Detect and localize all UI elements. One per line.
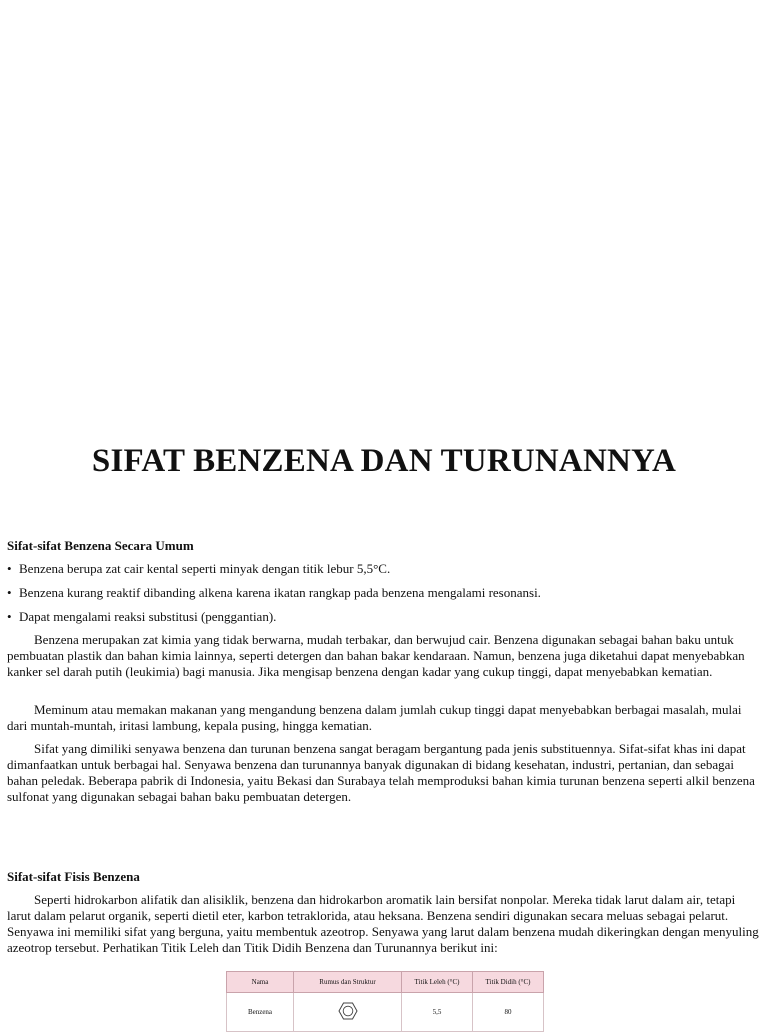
section-heading-physical: Sifat-sifat Fisis Benzena [7,869,140,884]
paragraph: Meminum atau memakan makanan yang mengandung benzena dalam jumlah cukup tinggi dapat menyebabkan berbagai masalah, mulai dari muntah-muntah, iritasi lambung, kepala pusing, hingga kematian. [7,702,742,733]
column-header: Titik Didih (°C) [473,972,544,993]
page-title: SIFAT BENZENA DAN TURUNANNYA [91,443,677,479]
properties-table [226,971,544,1032]
bullet-item [7,585,541,601]
bullet-text: Benzena berupa zat cair kental seperti minyak dengan titik lebur 5,5°C. [19,561,391,576]
column-header: Titik Leleh (°C) [402,972,473,993]
bullet-dot: • [7,585,12,600]
column-header: Rumus dan Struktur [294,972,402,993]
paragraph: Seperti hidrokarbon alifatik dan alisiklik, benzena dan hidrokarbon aromatik lain bersifat nonpolar. Mereka tidak larut dalam air, tetapi larut dalam pelarut organik, seperti dietil eter, karbon tetraklorida, atau heksana. Benzena sendiri digunakan secara meluas sebagai pelarut. Senyawa ini memiliki sifat yang berguna, yaitu membentuk azeotrop. Senyawa yang larut dalam benzena mudah dikeringkan dengan menyuling azeotrop tersebut. Perhatikan Titik Leleh dan Titik Didih Benzena dan Turunannya berikut ini: [7,892,759,955]
paragraph: Benzena merupakan zat kimia yang tidak berwarna, mudah terbakar, dan berwujud cair. Benzena digunakan sebagai bahan baku untuk pembuatan plastik dan bahan kimia lainnya, seperti detergen dan bahan bakar kendaraan. Namun, benzena juga diketahui dapat menyebabkan kanker sel darah putih (leukimia) bagi manusia. Jika mengisap benzena dengan kadar yang cukup tinggi, dapat menyebabkan kematian. [7,632,745,679]
cell-name: Benzena [227,993,294,1032]
bullet-dot: • [7,609,12,624]
cell-melting-point: 5,5 [402,993,473,1032]
cell-structure [294,993,402,1032]
cell-boiling-point: 80 [473,993,544,1032]
bullet-text: Dapat mengalami reaksi substitusi (penggantian). [19,609,277,624]
column-header: Nama [227,972,294,993]
bullet-item [7,561,390,577]
paragraph: Sifat yang dimiliki senyawa benzena dan turunan benzena sangat beragam bergantung pada jenis substituennya. Sifat-sifat khas ini dapat dimanfaatkan untuk berbagai hal. Senyawa benzena dan turunannya banyak digunakan di bidang kesehatan, industri, pertanian, dan sebagai bahan peledak. Beberapa pabrik di Indonesia, yaitu Bekasi dan Surabaya telah memproduksi bahan kimia turunan benzena seperti alkil benzena sulfonat yang digunakan sebagai bahan baku pembuatan detergen. [7,741,755,804]
bullet-item [7,609,276,625]
bullet-text: Benzena kurang reaktif dibanding alkena karena ikatan rangkap pada benzena mengalami resonansi. [19,585,541,600]
table-header-row [227,972,544,993]
section-heading-general: Sifat-sifat Benzena Secara Umum [7,538,194,553]
benzene-ring-icon [328,996,368,1026]
table-row [227,993,544,1032]
bullet-dot: • [7,561,12,576]
